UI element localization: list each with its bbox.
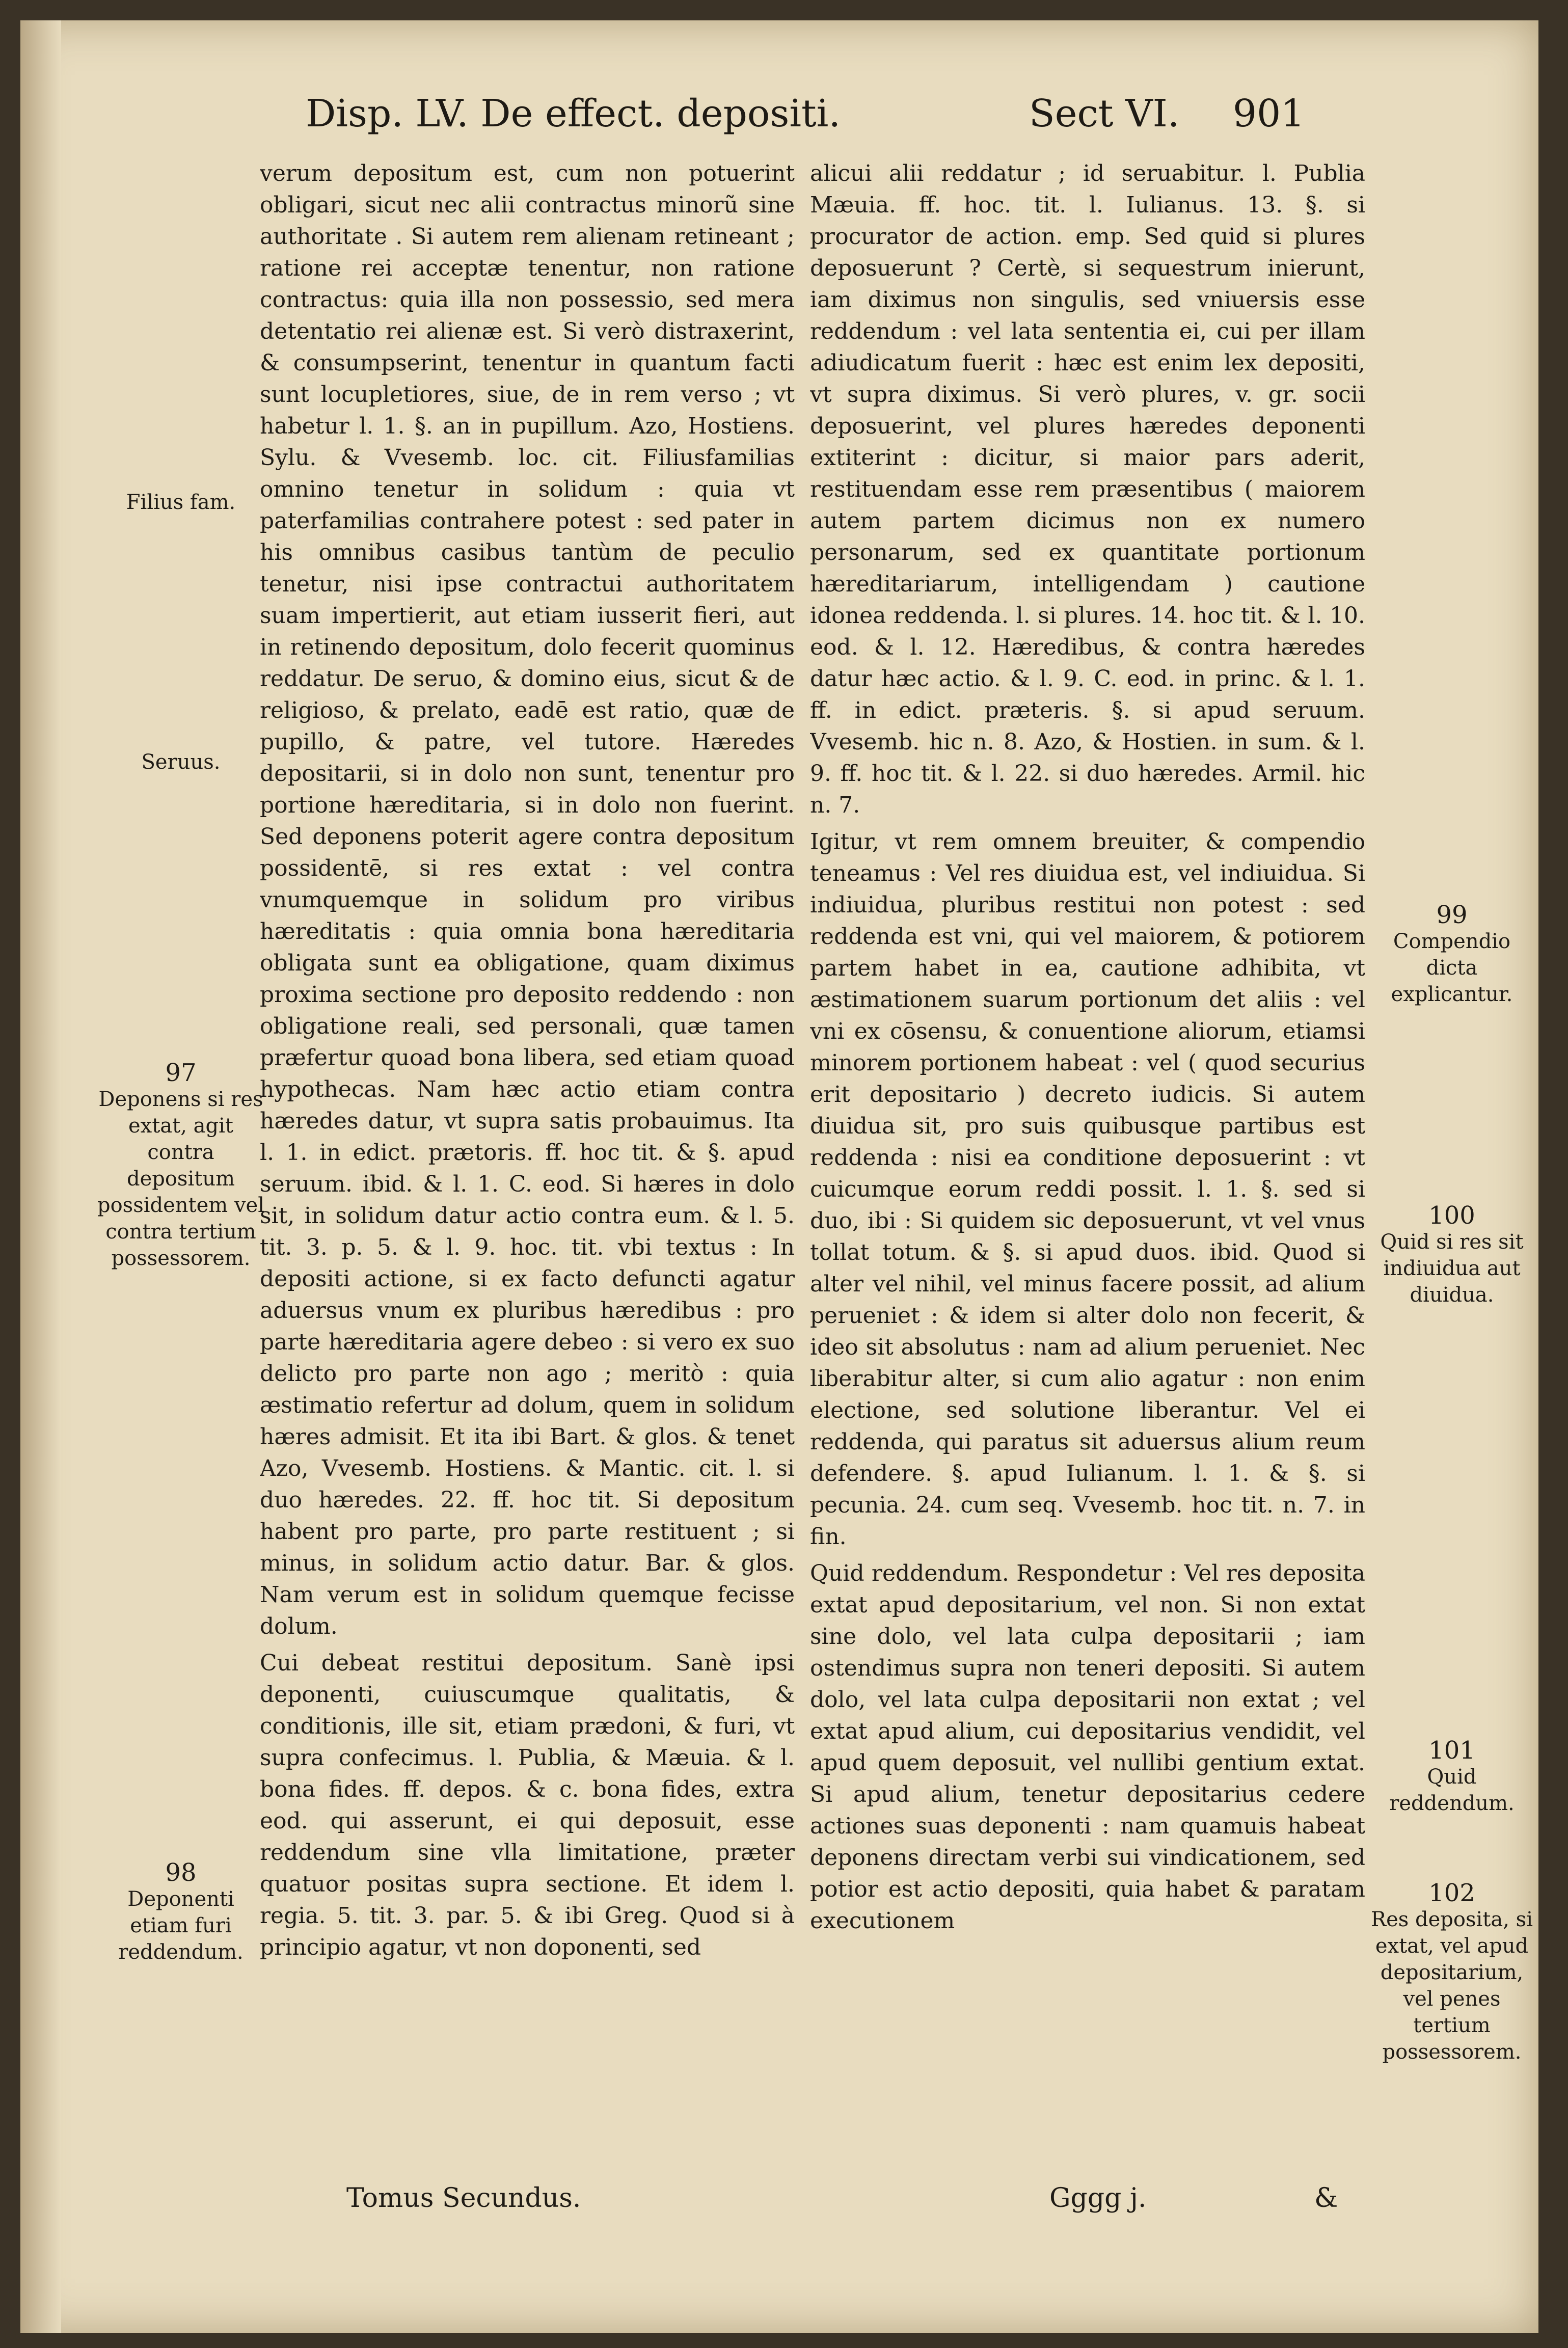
margin-note [97, 749, 265, 775]
margin-note [1368, 1202, 1536, 1308]
paragraph: Quid reddendum. Respondetur : Vel res deposita extat apud depositarium, vel non. Si non extat sine dolo, vel lata culpa depositarii ; iam ostendimus supra non teneri depositi. Si autem dolo, vel lata culpa depositarii non extat ; vel extat apud alium, cui depositarius vendidit, vel apud quem deposuit, vel nullibi gentium extat. Si apud alium, tenetur depositarius cedere actiones suas deponenti : nam quamuis habeat deponens directam verbi sui vindicationem, sed potior est actio depositi, quia habet & paratam executionem [810, 1560, 1365, 1934]
margin-note-number: 98 [165, 1858, 197, 1887]
margin-note [1368, 902, 1536, 1008]
paragraph: verum depositum est, cum non potuerint obligari, sicut nec alii contractus minorũ sine authoritate . Si autem rem alienam retineant ; ratione rei acceptæ tenentur, non ratione contractus: quia illa non possessio, sed mera detentatio rei alienæ est. Si verò distraxerint, & consumpserint, tenentur in quantum facti sunt locupletiores, siue, de in rem verso ; vt habetur l. 1. §. an in pupillum. Azo, Hostiens. Sylu. & Vvesemb. loc. cit. Filiusfamilias omnino tenetur in solidum : quia vt paterfamilias contrahere potest : sed pater in his omnibus casibus tantùm de peculio tenetur, nisi ipse contractui authoritatem suam impertierit, aut etiam iusserit fieri, aut in retinendo depositum, dolo fecerit quominus reddatur. De seruo, & domino eius, sicut & de religioso, & prelato, eadē est ratio, quæ de pupillo, & patre, vel tutore. Hæredes depositarii, si in dolo non sunt, tenentur pro portione hæreditaria, si in dolo non fuerint. Sed deponens poterit agere contra depositum possidentē, si res extat : vel contra vnumquemque in solidum pro viribus hæreditatis : quia omnia bona hæreditaria obligata sunt ea obligatione, quam diximus proxima sectione pro deposito reddendo : non obligatione reali, sed personali, quæ tamen præfertur quoad bona libera, sed etiam quoad hypothecas. Nam hæc actio etiam contra hæredes datur, vt supra satis probauimus. Ita l. 1. in edict. prætoris. ff. hoc tit. & §. apud seruum. ibid. & l. 1. C. eod. Si hæres in dolo sit, in solidum datur actio contra eum. & l. 5. tit. 3. p. 5. & l. 9. hoc. tit. vbi textus : In depositi actione, si ex facto defuncti agatur aduersus vnum ex pluribus hæredibus : pro parte hæreditaria agere debeo : si vero ex suo delicto pro parte non ago ; meritò : quia æstimatio refertur ad dolum, quem in solidum hæres admisit. Et ita ibi Bart. & glos. & tenet Azo, Vvesemb. Hostiens. & Mantic. cit. l. si duo hæredes. 22. ff. hoc tit. Si depositum habent pro parte, pro parte restituent ; si minus, in solidum actio datur. Bar. & glos. Nam verum est in solidum quemque fecisse dolum. [260, 160, 795, 1639]
margin-note [1368, 1737, 1536, 1817]
margin-note-text: Deponenti etiam furi reddendum. [118, 1887, 244, 1964]
margin-note [97, 1060, 265, 1272]
catchword: & [1314, 2183, 1338, 2214]
text-column-right [810, 158, 1365, 2175]
margin-note-number: 102 [1428, 1879, 1475, 1907]
paragraph: Cui debeat restitui depositum. Sanè ipsi deponenti, cuiuscumque qualitatis, & conditionis, ille sit, etiam prædoni, & furi, vt supra confecimus. l. Publia, & Mæuia. & l. bona fides. ff. depos. & c. bona fides, extra eod. qui asserunt, ei qui deposuit, esse reddendum sine vlla limitatione, præter quatuor positas supra sectione. Et idem l. regia. 5. tit. 3. par. 5. & ibi Greg. Quod si à principio agatur, vt non doponenti, sed [260, 1650, 795, 1960]
text-column-left [260, 158, 795, 2175]
margin-note-text: Res deposita, si extat, vel apud depositarium, vel penes tertium possessorem. [1371, 1908, 1533, 2064]
margin-note-text: Seruus. [141, 750, 221, 774]
margin-note-text: Quid reddendum. [1389, 1765, 1515, 1815]
running-head [20, 92, 1538, 153]
margin-note-text: Filius fam. [126, 491, 236, 514]
margin-note [97, 489, 265, 516]
paragraph: alicui alii reddatur ; id seruabitur. l. Publia Mæuia. ff. hoc. tit. l. Iulianus. 13. §. si procurator de action. emp. Sed quid si plures deposuerunt ? Certè, si sequestrum inierunt, iam diximus non singulis, sed vniuersis esse reddendum : vel lata sententia ei, cui per illam adiudicatum fuerit : hæc est enim lex depositi, vt supra diximus. Si verò plures, v. gr. socii deposuerint, vel plures hæredes deponenti extiterint : dicitur, si maior pars aderit, restituendam esse rem præsentibus ( maiorem autem partem dicimus non ex numero personarum, sed ex quantitate portionum hæreditariarum, intelligendam ) cautione idonea reddenda. l. si plures. 14. hoc tit. & l. 10. eod. & l. 12. Hæredibus, & contra hæredes datur hæc actio. & l. 9. C. eod. in princ. & l. 1. ff. in edict. præteris. §. si apud seruum. Vvesemb. hic n. 8. Azo, & Hostien. in sum. & l. 9. ff. hoc tit. & l. 22. si duo hæredes. Armil. hic n. 7. [810, 160, 1365, 818]
margin-note-text: Compendio dicta explicantur. [1391, 930, 1513, 1006]
running-head-section: Sect VI. [1029, 92, 1180, 136]
running-head-title: Disp. LV. De effect. depositi. [306, 92, 841, 136]
margin-note-text: Quid si res sit indiuidua aut diuidua. [1380, 1230, 1524, 1307]
margin-note [97, 1859, 265, 1965]
paragraph: Igitur, vt rem omnem breuiter, & compendio teneamus : Vel res diuidua est, vel indiuidua. Si indiuidua, pluribus restitui non potest : sed reddenda est vni, qui vel maiorem, & potiorem partem habet in ea, cautione adhibita, vt æstimationem suarum portionum det aliis : vel vni ex cōsensu, & conuentione aliorum, etiamsi minorem portionem habeat : vel ( quod securius erit depositario ) decreto iudicis. Si autem diuidua sit, pro suis quibusque partibus est reddenda : nisi ea conditione deposuerint : vt cuicumque eorum reddi possit. l. 1. §. sed si duo, ibi : Si quidem sic deposuerunt, vt vel vnus tollat totum. & §. si apud duos. ibid. Quod si alter vel nihil, vel minus facere possit, ad alium perueniet : & idem si alter dolo non fecerit, & ideo sit absolutus : nam ad alium perueniet. Nec liberabitur alter, si cum alio agatur : non enim electione, sed solutione liberantur. Vel ei reddenda, qui paratus sit aduersus alium reum defendere. §. apud Iulianum. l. 1. & §. si pecunia. 24. cum seq. Vvesemb. hoc tit. n. 7. in fin. [810, 829, 1365, 1550]
page-spine-shadow [20, 20, 61, 2333]
margin-note-number: 99 [1436, 901, 1468, 929]
margin-note [1368, 1880, 1536, 2065]
margin-note-number: 97 [165, 1059, 197, 1087]
footer-volume: Tomus Secundus. [346, 2183, 581, 2214]
margin-note-number: 101 [1428, 1736, 1475, 1765]
margin-note-text: Deponens si res extat, agit contra depositum possidentem vel contra tertium possessorem. [97, 1088, 265, 1270]
margin-note-number: 100 [1428, 1201, 1475, 1230]
page-number: 901 [1233, 92, 1305, 136]
signature-mark: Gggg j. [1049, 2183, 1147, 2214]
book-page [20, 20, 1538, 2333]
